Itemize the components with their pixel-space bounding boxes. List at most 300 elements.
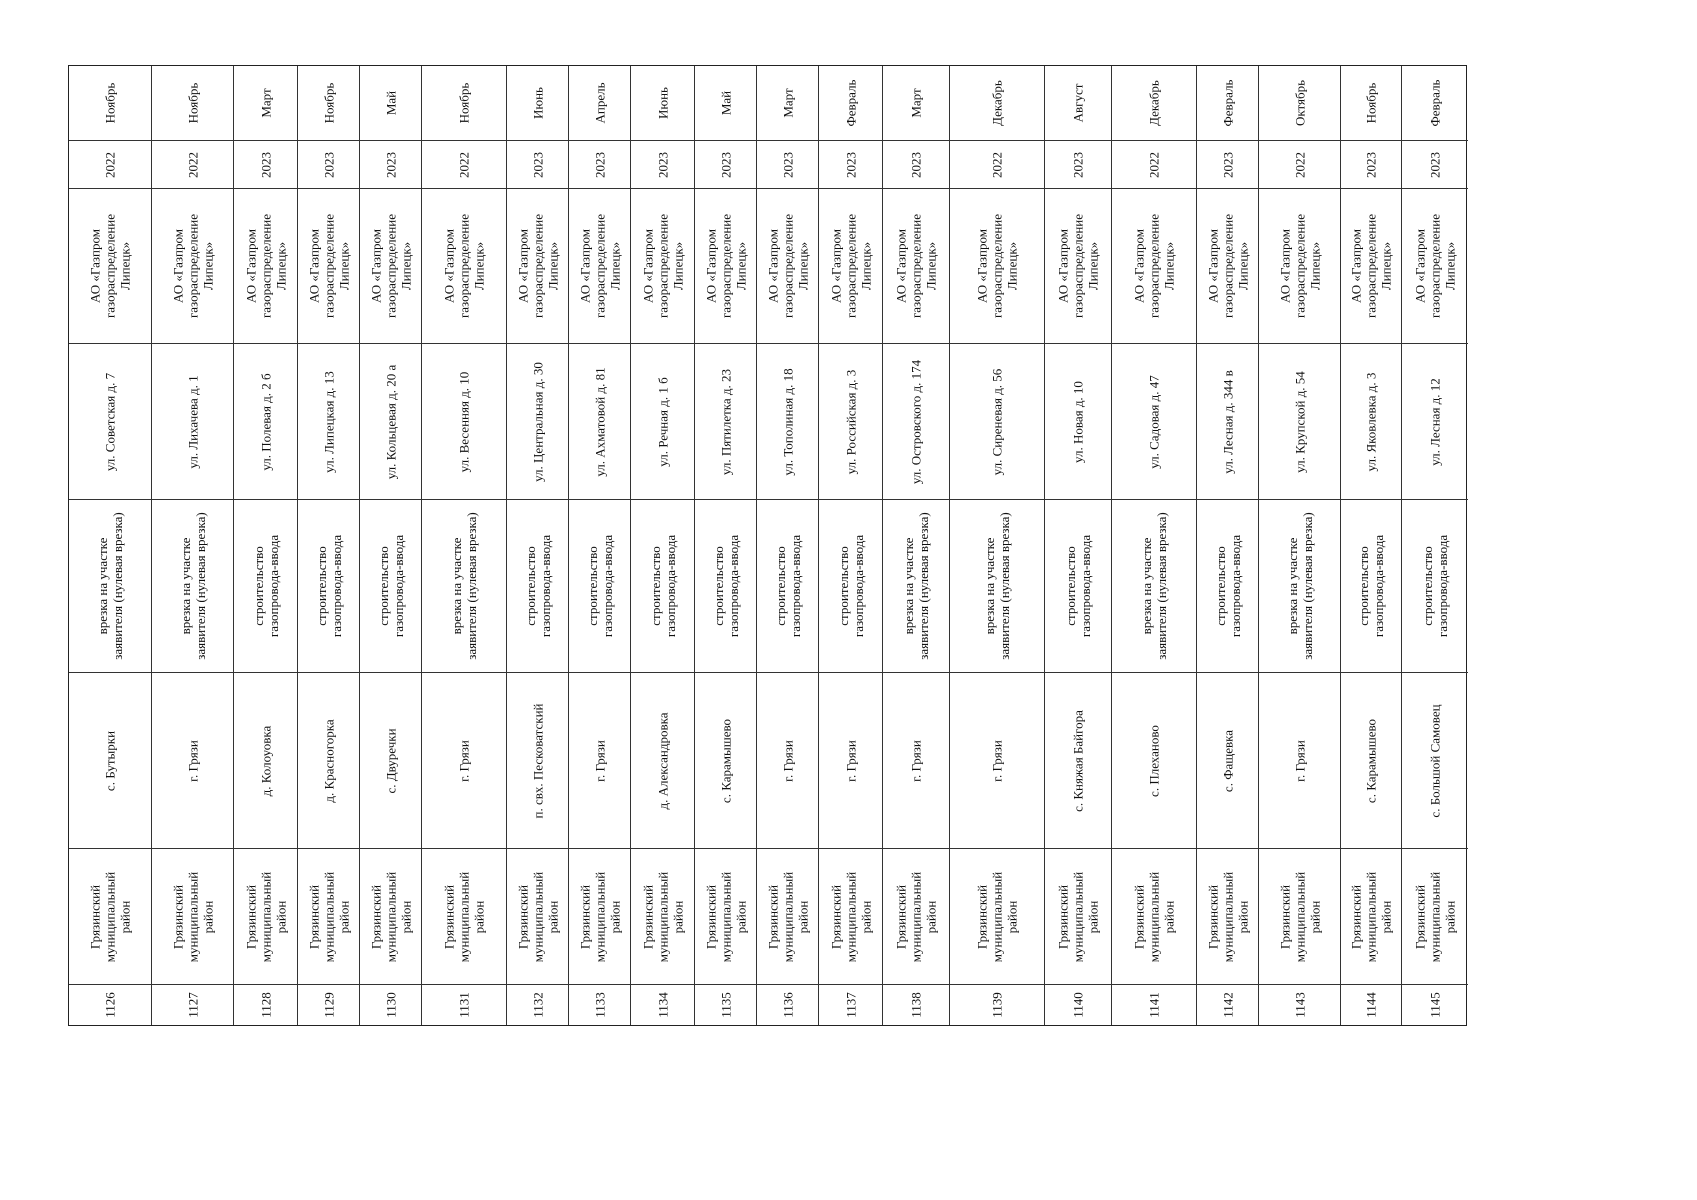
cell-address bbox=[695, 343, 756, 499]
cell-text-work: врезка на участке заявителя (нулевая врезка) bbox=[901, 512, 931, 660]
cell-place bbox=[422, 672, 506, 848]
cell-text-place: д. Колоуовка bbox=[258, 725, 273, 796]
cell-text-work: строительство газопровода-ввода bbox=[375, 534, 406, 638]
cell-month bbox=[1197, 66, 1258, 140]
cell-district bbox=[298, 848, 359, 984]
cell-num bbox=[569, 984, 630, 1024]
cell-district bbox=[569, 848, 630, 984]
cell-text-month: Апрель bbox=[592, 82, 607, 124]
cell-num bbox=[883, 984, 949, 1024]
table-row bbox=[756, 66, 818, 1025]
cell-text-org: АО «Газпром газораспределение Липецк» bbox=[306, 213, 351, 319]
cell-place bbox=[631, 672, 694, 848]
cell-text-address: ул. Советская д. 7 bbox=[102, 372, 118, 471]
cell-month bbox=[1259, 66, 1340, 140]
cell-district bbox=[507, 848, 568, 984]
cell-work bbox=[1259, 499, 1340, 672]
cell-year bbox=[1402, 140, 1468, 188]
cell-org bbox=[1259, 188, 1340, 343]
cell-work bbox=[1197, 499, 1258, 672]
cell-text-num: 1126 bbox=[102, 991, 118, 1018]
cell-text-num: 1144 bbox=[1363, 991, 1379, 1018]
cell-text-place: г. Грязи bbox=[1292, 739, 1307, 782]
cell-work bbox=[234, 499, 297, 672]
cell-text-num: 1138 bbox=[908, 991, 924, 1018]
cell-org bbox=[507, 188, 568, 343]
cell-text-work: врезка на участке заявителя (нулевая врезка) bbox=[1284, 512, 1315, 660]
cell-text-address: ул. Новая д. 10 bbox=[1070, 380, 1086, 463]
cell-district bbox=[422, 848, 506, 984]
cell-place bbox=[298, 672, 359, 848]
cell-text-year: 2022 bbox=[456, 151, 472, 178]
cell-text-work: строительство газопровода-ввода bbox=[1420, 534, 1450, 638]
cell-text-address: ул. Яковлевка д. 3 bbox=[1363, 372, 1379, 471]
cell-text-address: ул. Островского д. 174 bbox=[908, 359, 924, 484]
cell-text-month: Декабрь bbox=[1146, 80, 1162, 126]
cell-text-num: 1127 bbox=[185, 991, 200, 1018]
cell-district bbox=[819, 848, 882, 984]
cell-text-year: 2023 bbox=[321, 151, 336, 178]
cell-text-place: п. свх. Песковатский bbox=[530, 703, 545, 819]
cell-org bbox=[1402, 188, 1468, 343]
cell-place bbox=[69, 672, 151, 848]
cell-district bbox=[631, 848, 694, 984]
cell-text-address: ул. Речная д. 1 б bbox=[655, 376, 670, 467]
table-row bbox=[882, 66, 949, 1025]
cell-text-work: строительство газопровода-ввода bbox=[1212, 534, 1243, 638]
cell-num bbox=[819, 984, 882, 1024]
cell-district bbox=[695, 848, 756, 984]
cell-text-num: 1129 bbox=[321, 991, 336, 1018]
cell-text-district: Грязинский муниципальный район bbox=[893, 871, 939, 962]
table-row bbox=[1258, 66, 1340, 1025]
cell-text-org: АО «Газпром газораспределение Липецк» bbox=[974, 213, 1020, 319]
cell-text-address: ул. Российская д. 3 bbox=[843, 369, 858, 474]
cell-district bbox=[883, 848, 949, 984]
cell-text-work: врезка на участке заявителя (нулевая врезка) bbox=[177, 512, 208, 660]
cell-num bbox=[1341, 984, 1401, 1024]
cell-text-year: 2023 bbox=[1363, 151, 1379, 178]
cell-num bbox=[950, 984, 1044, 1024]
cell-text-num: 1145 bbox=[1427, 991, 1443, 1018]
cell-work bbox=[819, 499, 882, 672]
cell-district bbox=[1341, 848, 1401, 984]
cell-year bbox=[1197, 140, 1258, 188]
cell-text-work: строительство газопровода-ввода bbox=[584, 534, 615, 638]
cell-month bbox=[69, 66, 151, 140]
cell-month bbox=[360, 66, 421, 140]
cell-year bbox=[1045, 140, 1111, 188]
cell-text-year: 2023 bbox=[530, 151, 545, 178]
cell-org bbox=[69, 188, 151, 343]
cell-text-year: 2023 bbox=[1427, 151, 1443, 178]
cell-text-place: с. Двуречки bbox=[383, 727, 398, 794]
cell-month bbox=[1045, 66, 1111, 140]
cell-place bbox=[1112, 672, 1196, 848]
cell-work bbox=[152, 499, 233, 672]
cell-text-address: ул. Центральная д. 30 bbox=[530, 361, 545, 482]
cell-text-month: Февраль bbox=[1220, 79, 1235, 127]
cell-place bbox=[152, 672, 233, 848]
cell-org bbox=[883, 188, 949, 343]
cell-district bbox=[1197, 848, 1258, 984]
cell-text-org: АО «Газпром газораспределение Липецк» bbox=[1055, 213, 1101, 319]
cell-num bbox=[1259, 984, 1340, 1024]
cell-text-address: ул. Лихачева д. 1 bbox=[185, 374, 200, 469]
cell-text-district: Грязинский муниципальный район bbox=[1131, 871, 1177, 962]
cell-text-month: Июнь bbox=[655, 87, 670, 119]
cell-text-year: 2022 bbox=[989, 151, 1005, 178]
cell-text-num: 1128 bbox=[258, 991, 273, 1018]
cell-num bbox=[422, 984, 506, 1024]
cell-district bbox=[360, 848, 421, 984]
cell-address bbox=[631, 343, 694, 499]
cell-month bbox=[152, 66, 233, 140]
cell-year bbox=[1259, 140, 1340, 188]
cell-text-month: Май bbox=[718, 90, 733, 116]
cell-district bbox=[1259, 848, 1340, 984]
table-row bbox=[506, 66, 568, 1025]
cell-text-num: 1132 bbox=[530, 991, 545, 1018]
cell-text-org: АО «Газпром газораспределение Липецк» bbox=[703, 213, 748, 319]
cell-month bbox=[569, 66, 630, 140]
cell-text-work: строительство газопровода-ввода bbox=[772, 534, 803, 638]
cell-num bbox=[1197, 984, 1258, 1024]
cell-work bbox=[1112, 499, 1196, 672]
cell-text-place: с. Бутырки bbox=[102, 730, 118, 791]
cell-org bbox=[360, 188, 421, 343]
cell-place bbox=[569, 672, 630, 848]
cell-text-month: Март bbox=[908, 88, 924, 118]
rotated-table bbox=[68, 65, 1467, 1026]
cell-work bbox=[360, 499, 421, 672]
cell-address bbox=[1402, 343, 1468, 499]
table-row bbox=[1401, 66, 1468, 1025]
cell-org bbox=[152, 188, 233, 343]
cell-place bbox=[1197, 672, 1258, 848]
cell-org bbox=[819, 188, 882, 343]
cell-work bbox=[695, 499, 756, 672]
cell-place bbox=[950, 672, 1044, 848]
cell-month bbox=[1402, 66, 1468, 140]
cell-num bbox=[152, 984, 233, 1024]
cell-text-address: ул. Лесная д. 344 в bbox=[1220, 369, 1235, 474]
cell-address bbox=[360, 343, 421, 499]
cell-text-district: Грязинский муниципальный район bbox=[1055, 871, 1101, 962]
cell-text-district: Грязинский муниципальный район bbox=[441, 871, 487, 962]
cell-text-address: ул. Пятилетка д. 23 bbox=[718, 368, 733, 475]
cell-text-year: 2023 bbox=[908, 151, 924, 178]
cell-text-org: АО «Газпром газораспределение Липецк» bbox=[170, 213, 215, 319]
table-row bbox=[1196, 66, 1258, 1025]
cell-text-org: АО «Газпром газораспределение Липецк» bbox=[368, 213, 413, 319]
cell-text-year: 2022 bbox=[1292, 151, 1307, 178]
cell-text-place: г. Грязи bbox=[989, 739, 1005, 782]
cell-district bbox=[1045, 848, 1111, 984]
cell-address bbox=[569, 343, 630, 499]
cell-work bbox=[883, 499, 949, 672]
cell-year bbox=[234, 140, 297, 188]
cell-num bbox=[234, 984, 297, 1024]
cell-address bbox=[1045, 343, 1111, 499]
cell-address bbox=[819, 343, 882, 499]
table-row bbox=[1111, 66, 1196, 1025]
cell-text-district: Грязинский муниципальный район bbox=[306, 871, 351, 962]
cell-year bbox=[360, 140, 421, 188]
cell-org bbox=[1197, 188, 1258, 343]
cell-work bbox=[69, 499, 151, 672]
cell-text-org: АО «Газпром газораспределение Липецк» bbox=[893, 213, 939, 319]
cell-org bbox=[950, 188, 1044, 343]
cell-text-place: с. Княжая Байгора bbox=[1070, 709, 1086, 812]
cell-text-year: 2023 bbox=[718, 151, 733, 178]
cell-org bbox=[569, 188, 630, 343]
cell-org bbox=[631, 188, 694, 343]
cell-text-work: врезка на участке заявителя (нулевая врезка) bbox=[982, 512, 1012, 660]
cell-text-org: АО «Газпром газораспределение Липецк» bbox=[87, 213, 133, 319]
cell-text-work: строительство газопровода-ввода bbox=[710, 534, 741, 638]
cell-text-month: Ноябрь bbox=[185, 82, 200, 124]
cell-place bbox=[234, 672, 297, 848]
cell-num bbox=[69, 984, 151, 1024]
cell-year bbox=[152, 140, 233, 188]
cell-text-month: Февраль bbox=[843, 79, 858, 127]
cell-text-org: АО «Газпром газораспределение Липецк» bbox=[1348, 213, 1394, 319]
cell-text-month: Ноябрь bbox=[456, 82, 472, 124]
cell-text-address: ул. Лесная д. 12 bbox=[1427, 377, 1443, 466]
cell-month bbox=[1112, 66, 1196, 140]
cell-org bbox=[422, 188, 506, 343]
cell-year bbox=[1341, 140, 1401, 188]
table-row bbox=[359, 66, 421, 1025]
cell-district bbox=[1402, 848, 1468, 984]
cell-text-year: 2022 bbox=[185, 151, 200, 178]
cell-text-district: Грязинский муниципальный район bbox=[828, 871, 873, 962]
cell-text-year: 2023 bbox=[383, 151, 398, 178]
cell-year bbox=[1112, 140, 1196, 188]
cell-num bbox=[360, 984, 421, 1024]
cell-num bbox=[298, 984, 359, 1024]
cell-place bbox=[1259, 672, 1340, 848]
cell-text-address: ул. Весенняя д. 10 bbox=[456, 371, 472, 472]
cell-org bbox=[1112, 188, 1196, 343]
cell-text-place: г. Грязи bbox=[780, 739, 795, 782]
cell-text-org: АО «Газпром газораспределение Липецк» bbox=[640, 213, 685, 319]
cell-text-work: врезка на участке заявителя (нулевая врезка) bbox=[95, 512, 125, 660]
table-row bbox=[1044, 66, 1111, 1025]
cell-address bbox=[152, 343, 233, 499]
cell-text-year: 2023 bbox=[258, 151, 273, 178]
cell-text-num: 1136 bbox=[780, 991, 795, 1018]
cell-text-month: Ноябрь bbox=[102, 82, 118, 124]
cell-num bbox=[1045, 984, 1111, 1024]
cell-work bbox=[422, 499, 506, 672]
cell-text-org: АО «Газпром газораспределение Липецк» bbox=[828, 213, 873, 319]
cell-text-place: с. Фащевка bbox=[1220, 729, 1235, 792]
cell-text-work: строительство газопровода-ввода bbox=[1063, 534, 1093, 638]
cell-text-org: АО «Газпром газораспределение Липецк» bbox=[243, 213, 288, 319]
cell-work bbox=[950, 499, 1044, 672]
cell-address bbox=[1197, 343, 1258, 499]
cell-district bbox=[757, 848, 818, 984]
cell-num bbox=[631, 984, 694, 1024]
cell-place bbox=[360, 672, 421, 848]
cell-text-place: с. Карамышево bbox=[1363, 718, 1379, 803]
cell-address bbox=[1112, 343, 1196, 499]
cell-month bbox=[234, 66, 297, 140]
cell-month bbox=[507, 66, 568, 140]
cell-year bbox=[757, 140, 818, 188]
cell-text-year: 2022 bbox=[1146, 151, 1162, 178]
cell-text-district: Грязинский муниципальный район bbox=[703, 871, 748, 962]
table-row bbox=[69, 66, 151, 1025]
cell-text-num: 1131 bbox=[456, 991, 472, 1018]
cell-text-num: 1143 bbox=[1292, 991, 1307, 1018]
cell-text-year: 2023 bbox=[780, 151, 795, 178]
cell-text-district: Грязинский муниципальный район bbox=[577, 871, 622, 962]
cell-year bbox=[298, 140, 359, 188]
cell-work bbox=[757, 499, 818, 672]
cell-work bbox=[631, 499, 694, 672]
cell-address bbox=[757, 343, 818, 499]
cell-text-district: Грязинский муниципальный район bbox=[368, 871, 413, 962]
cell-work bbox=[1341, 499, 1401, 672]
cell-text-district: Грязинский муниципальный район bbox=[243, 871, 288, 962]
table-row bbox=[151, 66, 233, 1025]
cell-year bbox=[819, 140, 882, 188]
cell-text-address: ул. Липецкая д. 13 bbox=[321, 370, 336, 473]
cell-text-num: 1137 bbox=[843, 991, 858, 1018]
cell-text-month: Март bbox=[780, 88, 795, 118]
cell-text-org: АО «Газпром газораспределение Липецк» bbox=[441, 213, 487, 319]
cell-num bbox=[507, 984, 568, 1024]
cell-place bbox=[695, 672, 756, 848]
cell-text-district: Грязинский муниципальный район bbox=[1348, 871, 1394, 962]
cell-num bbox=[757, 984, 818, 1024]
cell-address bbox=[883, 343, 949, 499]
cell-text-district: Грязинский муниципальный район bbox=[1205, 871, 1250, 962]
cell-year bbox=[569, 140, 630, 188]
cell-text-work: строительство газопровода-ввода bbox=[647, 534, 678, 638]
cell-text-place: с. Большой Самовец bbox=[1427, 703, 1443, 818]
cell-text-district: Грязинский муниципальный район bbox=[1277, 871, 1322, 962]
cell-month bbox=[1341, 66, 1401, 140]
cell-month bbox=[298, 66, 359, 140]
cell-place bbox=[507, 672, 568, 848]
cell-address bbox=[1341, 343, 1401, 499]
table-row bbox=[297, 66, 359, 1025]
cell-text-org: АО «Газпром газораспределение Липецк» bbox=[1131, 213, 1177, 319]
cell-text-num: 1140 bbox=[1070, 991, 1086, 1018]
cell-text-place: г. Грязи bbox=[456, 739, 472, 782]
cell-text-num: 1142 bbox=[1220, 991, 1235, 1018]
table-row bbox=[818, 66, 882, 1025]
cell-org bbox=[298, 188, 359, 343]
cell-text-num: 1141 bbox=[1146, 991, 1162, 1018]
cell-text-year: 2023 bbox=[655, 151, 670, 178]
cell-text-year: 2023 bbox=[1070, 151, 1086, 178]
cell-num bbox=[1402, 984, 1468, 1024]
cell-text-month: Октябрь bbox=[1292, 79, 1307, 127]
cell-text-address: ул. Крупской д. 54 bbox=[1292, 370, 1307, 473]
cell-district bbox=[950, 848, 1044, 984]
cell-text-month: Февраль bbox=[1427, 79, 1443, 127]
cell-text-year: 2023 bbox=[592, 151, 607, 178]
cell-text-month: Декабрь bbox=[989, 80, 1005, 126]
cell-address bbox=[950, 343, 1044, 499]
cell-text-work: строительство газопровода-ввода bbox=[250, 534, 281, 638]
cell-place bbox=[1402, 672, 1468, 848]
cell-work bbox=[569, 499, 630, 672]
cell-work bbox=[298, 499, 359, 672]
cell-year bbox=[631, 140, 694, 188]
cell-text-month: Ноябрь bbox=[1363, 82, 1379, 124]
cell-district bbox=[234, 848, 297, 984]
cell-text-work: врезка на участке заявителя (нулевая врезка) bbox=[449, 512, 479, 660]
table-row bbox=[630, 66, 694, 1025]
cell-text-place: д. Александровка bbox=[655, 711, 670, 810]
cell-text-work: строительство газопровода-ввода bbox=[522, 534, 553, 638]
cell-place bbox=[819, 672, 882, 848]
cell-address bbox=[422, 343, 506, 499]
cell-org bbox=[695, 188, 756, 343]
cell-text-address: ул. Садовая д. 47 bbox=[1146, 374, 1162, 469]
table-row bbox=[568, 66, 630, 1025]
cell-text-num: 1135 bbox=[718, 991, 733, 1018]
cell-year bbox=[507, 140, 568, 188]
cell-work bbox=[507, 499, 568, 672]
cell-text-year: 2022 bbox=[102, 151, 118, 178]
cell-text-address: ул. Кольцевая д. 20 а bbox=[383, 364, 398, 479]
cell-place bbox=[1341, 672, 1401, 848]
cell-text-place: г. Грязи bbox=[185, 739, 200, 782]
cell-text-work: строительство газопровода-ввода bbox=[313, 534, 344, 638]
cell-district bbox=[1112, 848, 1196, 984]
cell-text-work: врезка на участке заявителя (нулевая врезка) bbox=[1139, 512, 1169, 660]
cell-address bbox=[507, 343, 568, 499]
cell-address bbox=[69, 343, 151, 499]
cell-year bbox=[950, 140, 1044, 188]
cell-month bbox=[950, 66, 1044, 140]
cell-org bbox=[757, 188, 818, 343]
cell-text-org: АО «Газпром газораспределение Липецк» bbox=[577, 213, 622, 319]
table-row bbox=[1340, 66, 1401, 1025]
cell-month bbox=[819, 66, 882, 140]
cell-text-year: 2023 bbox=[843, 151, 858, 178]
cell-text-place: г. Грязи bbox=[908, 739, 924, 782]
cell-text-num: 1139 bbox=[989, 991, 1005, 1018]
cell-text-place: г. Грязи bbox=[592, 739, 607, 782]
cell-work bbox=[1045, 499, 1111, 672]
table-row bbox=[949, 66, 1044, 1025]
table-row bbox=[694, 66, 756, 1025]
cell-text-month: Ноябрь bbox=[321, 82, 336, 124]
cell-org bbox=[1341, 188, 1401, 343]
cell-text-address: ул. Сиреневая д. 56 bbox=[989, 368, 1005, 475]
cell-address bbox=[1259, 343, 1340, 499]
table-row bbox=[421, 66, 506, 1025]
cell-place bbox=[1045, 672, 1111, 848]
cell-text-place: с. Карамышево bbox=[718, 718, 733, 803]
cell-text-org: АО «Газпром газораспределение Липецк» bbox=[1205, 213, 1250, 319]
cell-text-place: д. Красногорка bbox=[321, 718, 336, 803]
cell-year bbox=[883, 140, 949, 188]
cell-text-district: Грязинский муниципальный район bbox=[515, 871, 560, 962]
cell-text-month: Май bbox=[383, 90, 398, 116]
cell-text-num: 1134 bbox=[655, 991, 670, 1018]
cell-text-month: Июнь bbox=[530, 87, 545, 119]
cell-district bbox=[69, 848, 151, 984]
